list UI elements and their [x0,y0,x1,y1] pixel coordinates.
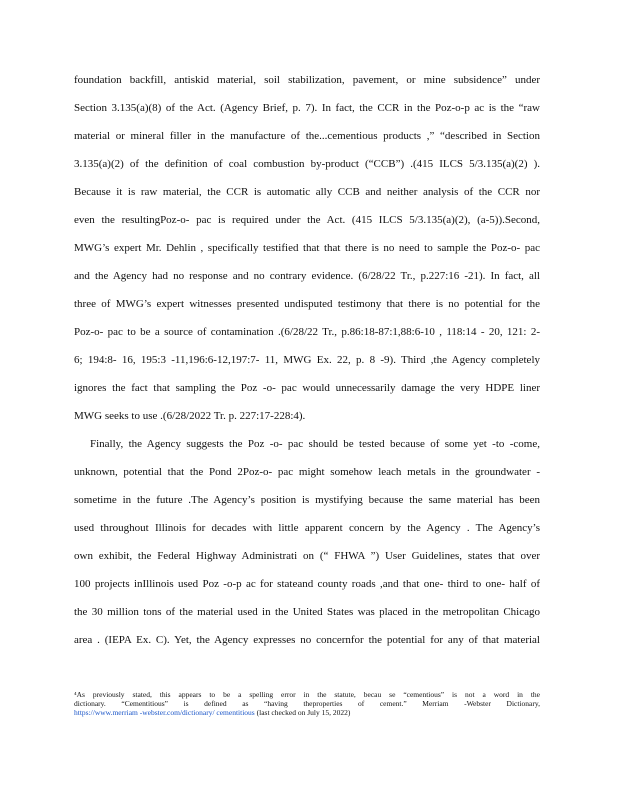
body-line: material or mineral filler in the manufacture of the...cementious products ,” “described in Section [74,130,540,142]
body-line: Section 3.135(a)(8) of the Act. (Agency Brief, p. 7). In fact, the CCR in the Poz-o-p ac is the “raw [74,102,540,114]
body-line: and the Agency had no response and no contrary evidence. (6/28/22 Tr., p.227:16 -21). In fact, all [74,270,540,282]
footnote-line: dictionary. “Cementitious” is defined as “having theproperties of cement.” Merriam -Webster Dictionary, [74,699,540,708]
paragraph-first-line: Finally, the Agency suggests the Poz -o- pac should be tested because of some yet -to -come, [90,438,540,450]
body-line: the 30 million tons of the material used in the United States was placed in the metropolitan Chicago [74,606,540,618]
body-line: sometime in the future .The Agency’s position is mystifying because the same material has been [74,494,540,506]
body-line: Because it is raw material, the CCR is automatic ally CCB and neither analysis of the CCR nor [74,186,540,198]
footnote-line: ⁴As previously stated, this appears to be a spelling error in the statute, becau se “cementious” is not a word in the [74,690,540,699]
dictionary-link[interactable]: https://www.merriam -webster.com/dictionary/ cementitious [74,708,255,717]
body-line: unknown, potential that the Pond 2Poz-o- pac might somehow leach metals in the groundwater - [74,466,540,478]
body-line: MWG seeks to use .(6/28/2022 Tr. p. 227:17-228:4). [74,410,306,422]
body-line: ignores the fact that sampling the Poz -o- pac would unnecessarily damage the very HDPE liner [74,382,540,394]
body-line: 6; 194:8- 16, 195:3 -11,196:6-12,197:7- 11, MWG Ex. 22, p. 8 -9). Third ,the Agency completely [74,354,540,366]
body-line: area . (IEPA Ex. C). Yet, the Agency expresses no concernfor the potential for any of that material [74,634,540,646]
body-line: three of MWG’s expert witnesses presented undisputed testimony that there is no potential for the [74,298,540,310]
body-line: foundation backfill, antiskid material, soil stabilization, pavement, or mine subsidence” under [74,74,540,86]
body-line: MWG’s expert Mr. Dehlin , specifically testified that that there is no need to sample the Poz-o- pac [74,242,540,254]
body-line: Poz-o- pac to be a source of contamination .(6/28/22 Tr., p.86:18-87:1,88:6-10 , 118:14 - 20, 121: 2- [74,326,540,338]
body-line: used throughout Illinois for decades with little apparent concern by the Agency . The Agency’s [74,522,540,534]
body-line: own exhibit, the Federal Highway Administrati on (“ FHWA ”) User Guidelines, states that over [74,550,540,562]
body-line: 3.135(a)(2) of the definition of coal combustion by-product (“CCB”) .(415 ILCS 5/3.135(a)(2) ). [74,158,540,170]
body-line: 100 projects inIllinois used Poz -o-p ac for stateand county roads ,and that one- third to one- half of [74,578,540,590]
footnote-line [74,708,540,717]
body-line: even the resultingPoz-o- pac is required under the Act. (415 ILCS 5/3.135(a)(2), (a-5)).Second, [74,214,540,226]
footnote-checked-text: (last checked on July 15, 2022) [254,708,351,717]
